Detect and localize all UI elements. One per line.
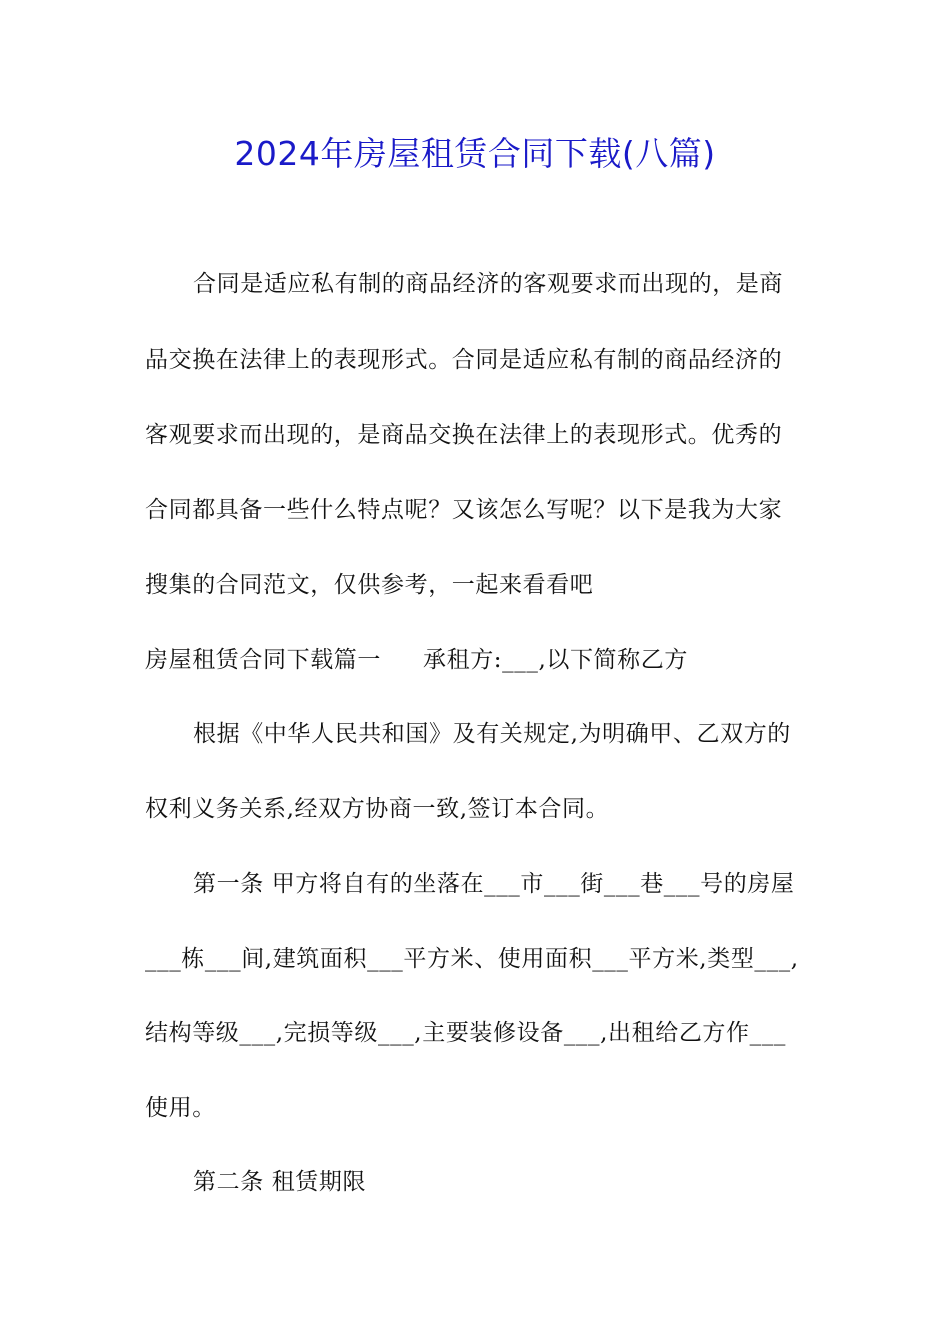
lessee-clause: 承租方:___,以下简称乙方	[423, 647, 688, 673]
paragraph-line: 权利义务关系,经双方协商一致,签订本合同。	[145, 796, 610, 822]
paragraph-line: 客观要求而出现的，是商品交换在法律上的表现形式。优秀的	[145, 422, 783, 448]
paragraph-line: ___栋___间,建筑面积___平方米、使用面积___平方米,类型___,	[145, 946, 799, 972]
section-heading: 房屋租赁合同下载篇一	[145, 647, 381, 673]
article-one-line: 第一条 甲方将自有的坐落在___市___街___巷___号的房屋	[193, 871, 795, 897]
paragraph-line: 使用。	[145, 1095, 216, 1121]
document-title: 2024年房屋租赁合同下载(八篇)	[234, 134, 716, 173]
paragraph-line: 品交换在法律上的表现形式。合同是适应私有制的商品经济的	[145, 347, 783, 373]
article-two-heading: 第二条 租赁期限	[193, 1169, 367, 1195]
paragraph-line: 合同是适应私有制的商品经济的客观要求而出现的，是商	[193, 271, 783, 297]
paragraph-line: 结构等级___,完损等级___,主要装修设备___,出租给乙方作___	[145, 1020, 786, 1046]
paragraph-line: 根据《中华人民共和国》及有关规定,为明确甲、乙双方的	[193, 721, 791, 747]
section-heading-line	[145, 640, 825, 680]
paragraph-line: 合同都具备一些什么特点呢？又该怎么写呢？以下是我为大家	[145, 497, 783, 523]
paragraph-line: 搜集的合同范文，仅供参考，一起来看看吧	[145, 572, 594, 598]
